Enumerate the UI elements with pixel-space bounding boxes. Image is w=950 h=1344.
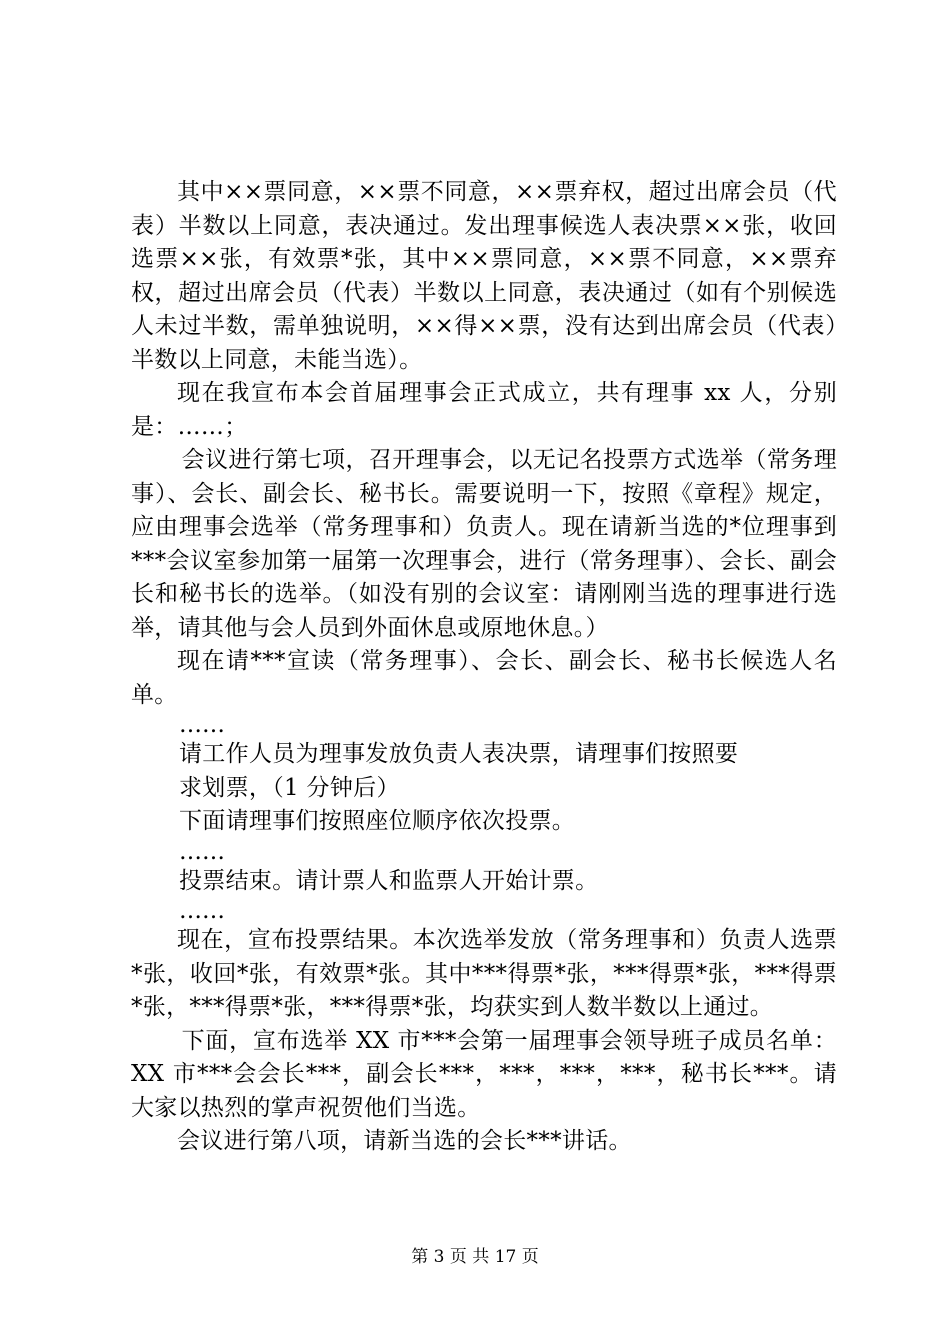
ellipsis-line: …… bbox=[179, 838, 225, 865]
instruction-count-votes: 投票结束。请计票人和监票人开始计票。 bbox=[179, 867, 599, 894]
paragraph-item-eight: 会议进行第八项，请新当选的会长***讲话。 bbox=[177, 1128, 632, 1154]
instruction-distribute-ballots: 请工作人员为理事发放负责人表决票，请理事们按照要 bbox=[179, 741, 739, 767]
instruction-vote-order: 下面请理事们按照座位顺序依次投票。 bbox=[179, 808, 576, 834]
paragraph-vote-results: 其中××票同意，××票不同意，××票弃权，超过出席会员（代表）半数以上同意，表决通过。发出理事候选人表决票××张，收回选票××张，有效票*张，其中××票同意，××票不同意，××票弃权，超过出席会员（代表）半数以上同意，表决通过（如有个别候选人未过半数，需单独说明，××得××票，没有达到出席会员（代表）半数以上同意，未能当选）。 bbox=[131, 179, 837, 373]
paragraph-council-established: 现在我宣布本会首届理事会正式成立，共有理事 xx 人，分别是：……； bbox=[131, 380, 837, 440]
instruction-mark-ballots: 求划票，（1 分钟后） bbox=[179, 774, 400, 801]
ellipsis-line: …… bbox=[179, 712, 225, 738]
page-number-footer: 第 3 页 共 17 页 bbox=[411, 1247, 539, 1267]
paragraph-announce-results: 现在，宣布投票结果。本次选举发放（常务理事和）负责人选票*张，收回*张，有效票*张。其中***得票*张，***得票*张，***得票*张，***得票*张，***得票*张，均获实到人数半数以上通过。 bbox=[131, 927, 837, 1020]
paragraph-item-seven: 会议进行第七项，召开理事会，以无记名投票方式选举（常务理事）、会长、副会长、秘书长。需要说明一下，按照《章程》规定，应由理事会选举（常务理事和）负责人。现在请新当选的*位理事到***会议室参加第一届第一次理事会，进行（常务理事）、会长、副会长和秘书长的选举。（如没有别的会议室：请刚刚当选的理事进行选举，请其他与会人员到外面休息或原地休息。） bbox=[131, 447, 837, 641]
document-body bbox=[131, 176, 837, 1159]
ellipsis-line: …… bbox=[179, 898, 225, 924]
paragraph-leadership-list: 下面，宣布选举 XX 市***会第一届理事会领导班子成员名单：XX 市***会会长***，副会长***，***，***，***，秘书长***。请大家以热烈的掌声祝贺他们当选。 bbox=[131, 1027, 837, 1121]
paragraph-candidate-list: 现在请***宣读（常务理事）、会长、副会长、秘书长候选人名单。 bbox=[131, 648, 837, 708]
